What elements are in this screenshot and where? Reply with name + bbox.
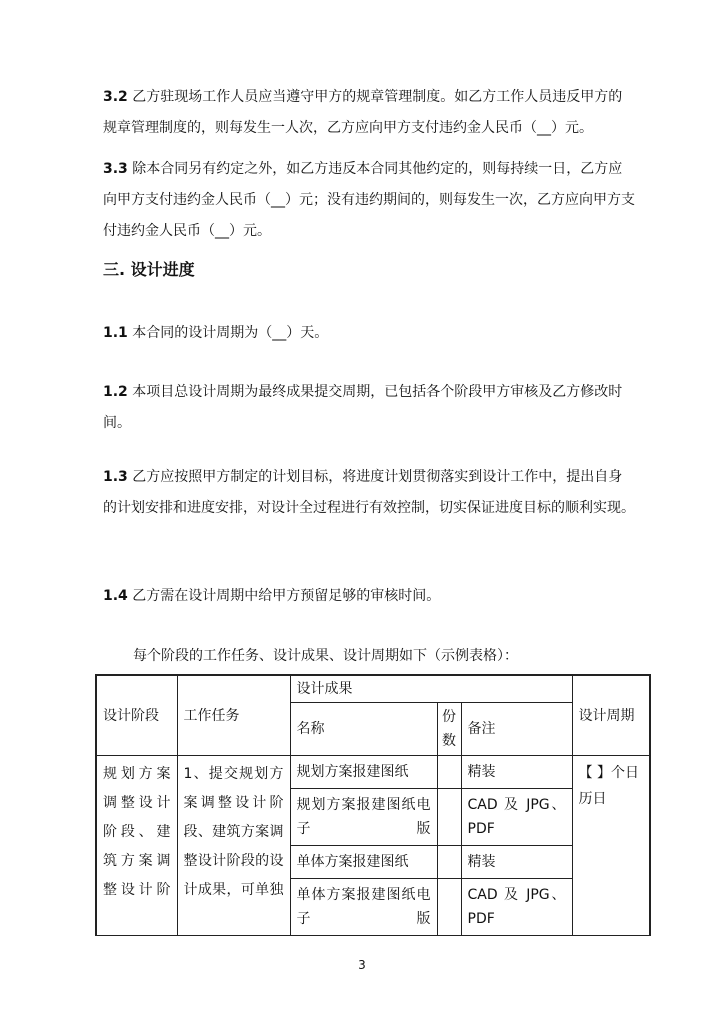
page-number: 3 xyxy=(358,958,366,972)
header-result: 设计成果 xyxy=(290,675,572,703)
row-copies xyxy=(437,789,461,846)
row-copies xyxy=(437,879,461,936)
clause-3-3 xyxy=(103,154,635,247)
row-name: 单体方案报建图纸 xyxy=(290,846,437,879)
clause-number: 3.2 xyxy=(103,89,128,105)
period-cell: 【 】个日历日 xyxy=(572,756,650,936)
stage-cell: 规划方案调整设计阶段、建筑方案调整设计阶 xyxy=(96,756,177,936)
section-heading: 三. 设计进度 xyxy=(103,260,195,279)
clause-1-1 xyxy=(103,318,635,349)
header-name: 名称 xyxy=(290,703,437,756)
clause-text: 除本合同另有约定之外，如乙方违反本合同其他约定的，则每持续一日，乙方应向甲方支付违约金人民币（__）元；没有违约期间的，则每发生一次，乙方应向甲方支付违约金人民币（__）元。 xyxy=(103,161,635,239)
clause-1-2 xyxy=(103,377,635,439)
header-row-1 xyxy=(96,675,650,703)
header-copies: 份数 xyxy=(437,703,461,756)
row-note: 精装 xyxy=(461,846,572,879)
design-schedule-table xyxy=(95,674,651,936)
row-name: 单体方案报建图纸电子版 xyxy=(290,879,437,936)
row-copies xyxy=(437,846,461,879)
clause-text: 乙方驻现场工作人员应当遵守甲方的规章管理制度。如乙方工作人员违反甲方的规章管理制度的，则每发生一人次，乙方应向甲方支付违约金人民币（__）元。 xyxy=(103,89,623,136)
row-name: 规划方案报建图纸电子版 xyxy=(290,789,437,846)
header-period: 设计周期 xyxy=(572,675,650,756)
table-intro: 每个阶段的工作任务、设计成果、设计周期如下（示例表格）： xyxy=(133,648,518,664)
clause-3-2 xyxy=(103,82,635,144)
row-copies xyxy=(437,756,461,789)
clause-number: 3.3 xyxy=(103,161,128,177)
clause-number: 1.2 xyxy=(103,384,128,400)
row-note: CAD 及 JPG、PDF xyxy=(461,879,572,936)
task-cell: 1、提交规划方案调整设计阶段、建筑方案调整设计阶段的设计成果，可单独 xyxy=(177,756,290,936)
clause-number: 1.4 xyxy=(103,588,128,604)
header-stage: 设计阶段 xyxy=(96,675,177,756)
clause-1-4 xyxy=(103,581,635,612)
row-name: 规划方案报建图纸 xyxy=(290,756,437,789)
clause-number: 1.1 xyxy=(103,325,128,341)
row-note: 精装 xyxy=(461,756,572,789)
clause-number: 1.3 xyxy=(103,469,128,485)
table-row xyxy=(96,756,650,789)
header-task: 工作任务 xyxy=(177,675,290,756)
header-note: 备注 xyxy=(461,703,572,756)
clause-1-3 xyxy=(103,462,635,524)
row-note: CAD 及 JPG、PDF xyxy=(461,789,572,846)
clause-text: 本合同的设计周期为（__）天。 xyxy=(132,325,329,341)
clause-text: 本项目总设计周期为最终成果提交周期，已包括各个阶段甲方审核及乙方修改时间。 xyxy=(103,384,623,431)
clause-text: 乙方需在设计周期中给甲方预留足够的审核时间。 xyxy=(132,588,441,604)
clause-text: 乙方应按照甲方制定的计划目标，将进度计划贯彻落实到设计工作中，提出自身的计划安排和进度安排，对设计全过程进行有效控制，切实保证进度目标的顺利实现。 xyxy=(103,469,635,516)
